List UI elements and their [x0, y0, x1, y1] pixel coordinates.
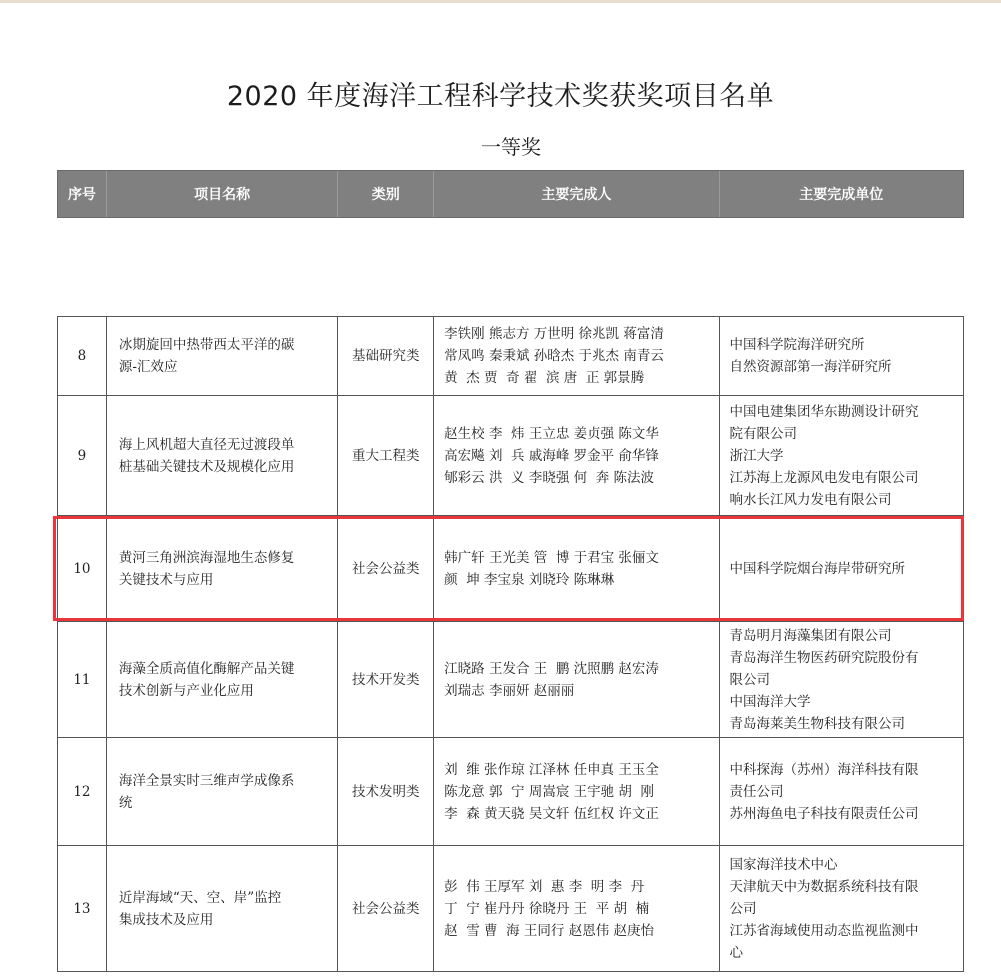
project-people	[434, 622, 719, 737]
project-name	[107, 846, 339, 971]
table-row	[58, 621, 963, 737]
name-line: 海藻全质高值化酶解产品关键	[118, 660, 295, 677]
unit-line: 中国电建集团华东勘测设计研究	[729, 403, 919, 420]
unit-line: 公司	[729, 900, 757, 917]
name-line: 关键技术与应用	[118, 571, 214, 588]
unit-line: 自然资源部第一海洋研究所	[729, 359, 892, 375]
project-name	[107, 396, 339, 515]
table-header	[57, 170, 964, 218]
unit-line: 心	[729, 944, 744, 961]
people-line: 郇彩云 洪 义 李晓强 何 奔 陈法波	[444, 469, 655, 486]
unit-line: 青岛海洋生物医药研究院股份有	[729, 649, 919, 666]
name-line: 黄河三角洲滨海湿地生态修复	[118, 549, 295, 566]
people-line: 刘瑞志 李丽妍 赵丽丽	[444, 682, 575, 699]
people-line: 刘 维 张作琼 江泽林 任申真 王玉全	[444, 761, 659, 778]
project-name	[107, 738, 339, 845]
header-type: 类别	[338, 171, 434, 217]
people-line: 赵生校 李 炜 王立忠 姜贞强 陈文华	[444, 425, 659, 442]
unit-line: 响水长江风力发电有限公司	[729, 491, 892, 508]
project-type: 社会公益类	[338, 846, 434, 971]
unit-line: 中国科学院烟台海岸带研究所	[729, 560, 906, 577]
people-line: 黄 杰 贾 奇 翟 滨 唐 正 郭景腾	[444, 370, 645, 386]
unit-line: 限公司	[729, 671, 771, 688]
people-line: 韩广轩 王光美 管 博 于君宝 张俪文	[444, 549, 659, 566]
people-line: 彭 伟 王厚军 刘 惠 李 明 李 丹	[444, 878, 645, 895]
row-no: 12	[58, 738, 107, 845]
project-units	[720, 622, 963, 737]
project-type: 社会公益类	[338, 516, 434, 621]
name-line: 技术创新与产业化应用	[118, 682, 254, 699]
name-line: 集成技术及应用	[118, 911, 214, 928]
unit-line: 院有限公司	[729, 425, 798, 442]
people-line: 赵 雪 曹 海 王同行 赵恩伟 赵庚怡	[444, 922, 655, 939]
table-row	[58, 316, 963, 395]
unit-line: 青岛海莱美生物科技有限公司	[729, 715, 906, 732]
people-line: 丁 宁 崔丹丹 徐晓丹 王 平 胡 楠	[444, 900, 650, 917]
project-name	[107, 622, 339, 737]
project-type: 技术开发类	[338, 622, 434, 737]
people-line: 常凤鸣 秦秉斌 孙晗杰 于兆杰 南青云	[444, 348, 664, 364]
row-no: 10	[58, 516, 107, 621]
award-table	[57, 316, 964, 972]
people-line: 李 森 黄天骁 吴文轩 伍红权 许文正	[444, 805, 659, 822]
project-type: 重大工程类	[338, 396, 434, 515]
name-line: 海上风机超大直径无过渡段单	[118, 436, 295, 453]
people-line: 陈龙意 郭 宁 周嵩宸 王宇驰 胡 刚	[444, 783, 655, 800]
project-people	[434, 846, 719, 971]
project-type: 技术发明类	[338, 738, 434, 845]
people-line: 江晓路 王发合 王 鹏 沈照鹏 赵宏涛	[444, 660, 659, 677]
header-people: 主要完成人	[434, 171, 719, 217]
award-level-subtitle: 一等奖	[481, 135, 541, 159]
project-name	[107, 317, 339, 395]
project-units	[720, 738, 963, 845]
name-line: 近岸海域“天、空、岸”监控	[118, 889, 282, 906]
project-people	[434, 396, 719, 515]
people-line: 高宏飚 刘 兵 戚海峰 罗金平 俞华锋	[444, 447, 659, 464]
header-no: 序号	[58, 171, 107, 217]
project-units	[720, 317, 963, 395]
header-units: 主要完成单位	[799, 187, 884, 203]
table-row	[58, 395, 963, 515]
unit-line: 浙江大学	[729, 447, 784, 464]
project-people	[434, 738, 719, 845]
name-line: 冰期旋回中热带西太平洋的碳	[118, 337, 295, 353]
project-units	[720, 846, 963, 971]
name-line: 统	[118, 794, 133, 811]
unit-line: 中国海洋大学	[729, 693, 811, 710]
project-type: 基础研究类	[338, 317, 434, 395]
unit-line: 中国科学院海洋研究所	[729, 337, 865, 353]
people-line: 李铁刚 熊志方 万世明 徐兆凯 蒋富清	[444, 326, 664, 342]
unit-line: 江苏海上龙源风电发电有限公司	[729, 469, 919, 486]
highlight-box	[53, 516, 964, 621]
row-no: 8	[58, 317, 107, 395]
project-units	[720, 396, 963, 515]
name-line: 海洋全景实时三维声学成像系	[118, 772, 295, 789]
table-row	[58, 845, 963, 971]
unit-line: 青岛明月海藻集团有限公司	[729, 627, 892, 644]
unit-line: 江苏省海域使用动态监视监测中	[729, 922, 919, 939]
unit-line: 苏州海鱼电子科技有限责任公司	[729, 805, 919, 822]
name-line: 源-汇效应	[118, 359, 178, 375]
table-row	[58, 737, 963, 845]
unit-line: 中科探海（苏州）海洋科技有限	[729, 761, 919, 778]
row-no: 9	[58, 396, 107, 515]
page-title: 2020 年度海洋工程科学技术奖获奖项目名单	[226, 81, 775, 112]
unit-line: 责任公司	[729, 783, 784, 800]
header-name: 项目名称	[107, 171, 338, 217]
row-no: 11	[58, 622, 107, 737]
people-line: 颜 坤 李宝泉 刘晓玲 陈琳琳	[444, 571, 615, 588]
project-people	[434, 317, 719, 395]
unit-line: 国家海洋技术中心	[729, 856, 838, 873]
top-rule	[0, 0, 1001, 3]
name-line: 桩基础关键技术及规模化应用	[118, 458, 295, 475]
unit-line: 天津航天中为数据系统科技有限	[729, 878, 919, 895]
row-no: 13	[58, 846, 107, 971]
